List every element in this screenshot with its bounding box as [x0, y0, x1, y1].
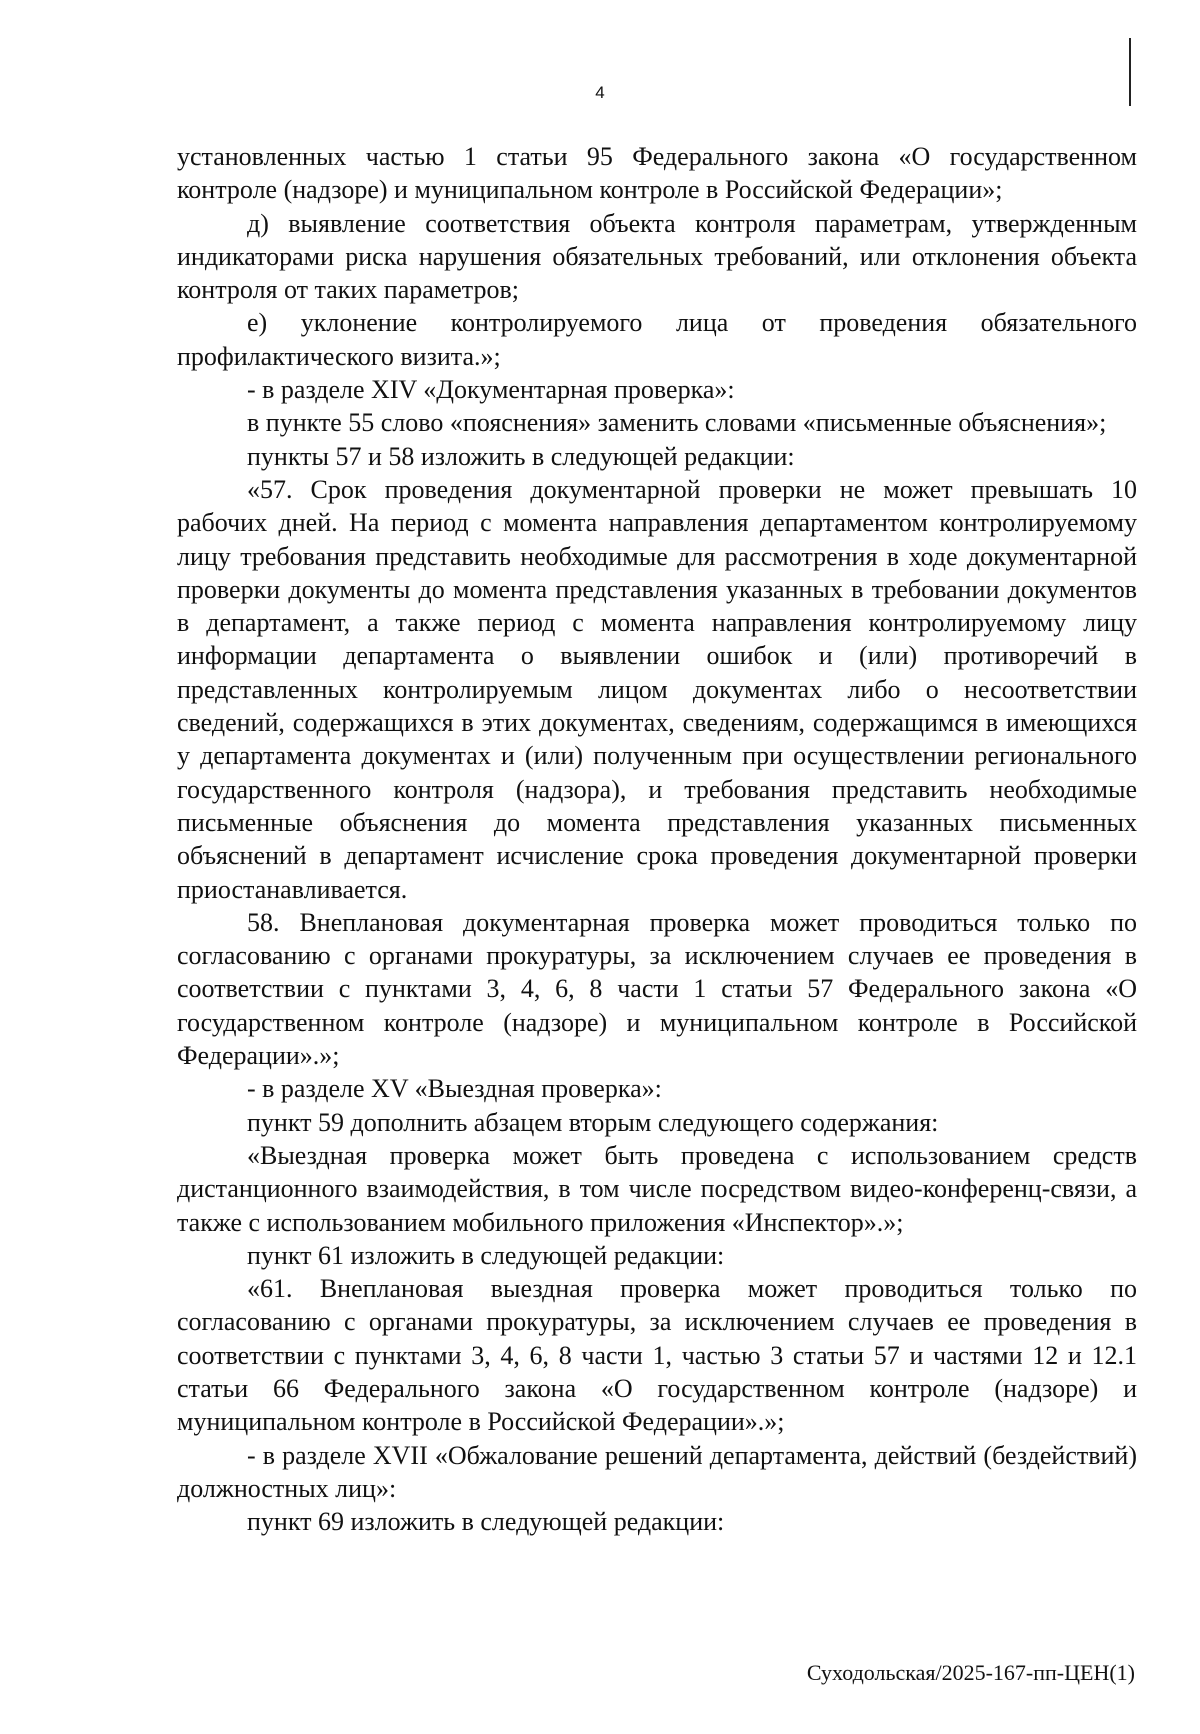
paragraph-item-d: д) выявление соответствия объекта контроля параметрам, утвержденным индикаторами риска нарушения обязательных требований, или отклонения объекта контроля от таких параметров; [177, 208, 1137, 305]
paragraph-clauses-57-58-intro: пункты 57 и 58 изложить в следующей редакции: [247, 441, 795, 471]
document-body [177, 140, 1137, 1538]
paragraph-clause-55: в пункте 55 слово «пояснения» заменить словами «письменные объяснения»; [247, 408, 1107, 438]
paragraph-section-xvii: - в разделе XVII «Обжалование решений департамента, действий (бездействий) должностных лиц»: [177, 1440, 1137, 1503]
paragraph-clause-61-intro: пункт 61 изложить в следующей редакции: [247, 1240, 725, 1270]
paragraph-clause-58: 58. Внеплановая документарная проверка может проводиться только по согласованию с органами прокуратуры, за исключением случаев ее проведения в соответствии с пунктами 3, 4, 6, 8 части 1 статьи 57 Федерального закона «О государственном контроле (надзоре) и муниципальном контроле в Российской Федерации».»; [177, 907, 1137, 1071]
paragraph-item-e: е) уклонение контролируемого лица от проведения обязательного профилактического визита.»; [177, 308, 1137, 371]
paragraph-section-xiv: - в разделе XIV «Документарная проверка»: [247, 375, 735, 405]
paragraph-clause-57: «57. Срок проведения документарной проверки не может превышать 10 рабочих дней. На период с момента направления департаментом контролируемому лицу требования представить необходимые для рассмотрения в ходе документарной проверки документы до момента представления указанных в требовании документов в департамент, а также период с момента направления контролируемому лицу информации департамента о выявлении ошибок и (или) противоречий в представленных контролируемым лицом документах либо о несоответствии сведений, содержащихся в этих документах, сведениям, содержащимся в имеющихся у департамента документах и (или) полученным при осуществлении регионального государственного контроля (надзора), и требования представить необходимые письменные объяснения до момента представления указанных письменных объяснений в департамент исчисление срока проведения документарной проверки приостанавливается. [177, 474, 1137, 904]
paragraph-clause-59-intro: пункт 59 дополнить абзацем вторым следующего содержания: [247, 1107, 939, 1137]
document-footer-code: Суходольская/2025-167-пп-ЦЕН(1) [806, 1660, 1135, 1685]
paragraph-clause-59-text: «Выездная проверка может быть проведена с использованием средств дистанционного взаимодействия, в том числе посредством видео-конференц-связи, а также с использованием мобильного приложения «Инспектор».»; [177, 1140, 1137, 1237]
paragraph-clause-69-intro: пункт 69 изложить в следующей редакции: [247, 1507, 725, 1537]
paragraph-section-xv: - в разделе XV «Выездная проверка»: [247, 1074, 662, 1104]
paragraph-continuation: установленных частью 1 статьи 95 Федерального закона «О государственном контроле (надзоре) и муниципальном контроле в Российской Федерации»; [177, 142, 1137, 205]
page-number: 4 [595, 83, 605, 102]
paragraph-clause-61: «61. Внеплановая выездная проверка может проводиться только по согласованию с органами прокуратуры, за исключением случаев ее проведения в соответствии с пунктами 3, 4, 6, 8 части 1, частью 3 статьи 57 и частями 12 и 12.1 статьи 66 Федерального закона «О государственном контроле (надзоре) и муниципальном контроле в Российской Федерации».»; [177, 1274, 1137, 1437]
